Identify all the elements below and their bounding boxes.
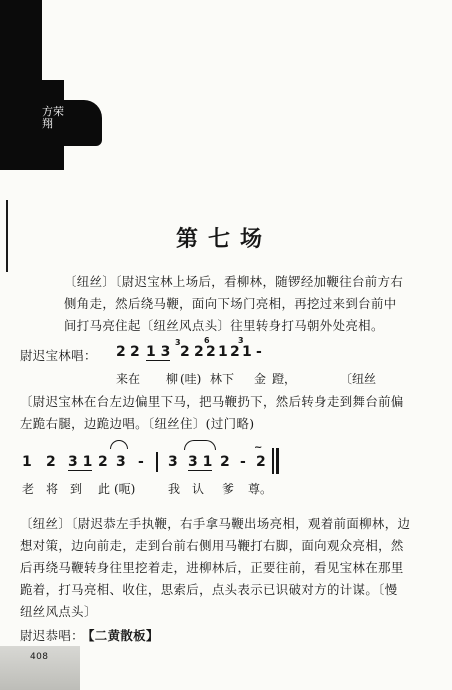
stage-direction-line: 〔纽丝〕〔尉迟恭左手执鞭，右手拿马鞭出场亮相，观着前面柳林，边 <box>20 516 411 531</box>
lyric: 〔纽丝 <box>340 372 377 386</box>
lyric: 尊。 <box>248 482 273 496</box>
stage-direction-line: 后再绕马鞭转身往里挖着走，进柳林后，正要往前，看见宝林在那里 <box>20 560 404 575</box>
notation-note: 2 <box>194 344 204 360</box>
notation-note: 2 <box>180 344 190 360</box>
lyric: 金 <box>254 372 267 386</box>
notation-note: 2 <box>116 344 126 360</box>
slur-icon <box>184 440 216 450</box>
notation-note-underlined: 3 1 <box>68 454 93 470</box>
notation-note-underlined: 1 3 <box>146 344 171 360</box>
speaker-label: 尉迟宝林唱： <box>20 348 97 363</box>
notation-note: 2 <box>98 454 108 470</box>
notation-note: 1 <box>218 344 228 360</box>
notation-note: 2 <box>130 344 140 360</box>
notation-note: - <box>256 344 262 360</box>
final-bar-line-thick <box>276 448 279 474</box>
speaker-label: 尉迟恭唱： <box>20 628 84 643</box>
scene-title: 第七场 <box>176 226 273 252</box>
grace-note: 3 <box>238 336 244 345</box>
trill-icon: ~ <box>254 442 263 453</box>
notation-note: 2 <box>256 454 266 470</box>
grace-note: 3 <box>175 338 181 347</box>
side-tab <box>42 80 100 170</box>
notation-note: 2 <box>220 454 230 470</box>
side-tab-ribbon <box>64 100 102 146</box>
lyric: 爹 <box>222 482 235 496</box>
lyric: (哇) <box>180 372 202 386</box>
lyric: 蹬， <box>272 372 297 386</box>
stage-direction-line: 〔尉迟宝林在台左边偏里下马，把马鞭扔下，然后转身走到舞台前偏 <box>20 394 404 409</box>
lyric: (呃) <box>114 482 136 496</box>
lyric: 我 <box>168 482 181 496</box>
side-band <box>0 0 24 170</box>
notation-note: 2 <box>46 454 56 470</box>
fermata-icon <box>110 440 128 449</box>
lyric: 到 <box>70 482 83 496</box>
stage-direction-line: 间打马亮住起〔纽丝风点头〕往里转身打马朝外处亮相。 <box>64 318 384 333</box>
stage-direction-line: 想对策，边向前走，走到台前右侧用马鞭打右脚，面向观众亮相，然 <box>20 538 404 553</box>
notation-note: 3 <box>116 454 126 470</box>
page-number: 408 <box>30 652 49 662</box>
lyric: 林下 <box>210 372 235 386</box>
lyric: 来在 <box>116 372 141 386</box>
lyric: 老 <box>22 482 35 496</box>
final-bar-line <box>272 448 274 474</box>
lyric: 将 <box>46 482 59 496</box>
notation-note: 1 <box>242 344 252 360</box>
lyric: 此 <box>98 482 111 496</box>
notation-note-underlined: 3 1 <box>188 454 213 470</box>
bar-line <box>156 452 158 472</box>
lyric: 柳 <box>166 372 179 386</box>
side-band-notch <box>24 0 42 80</box>
notation-note: - <box>138 454 144 470</box>
stage-direction-line: 跪着，打马亮相、收住，思索后，点头表示已识破对方的计谋。〔慢 <box>20 582 398 597</box>
notation-note: - <box>240 454 246 470</box>
banzi-label: 【二黄散板】 <box>82 628 159 643</box>
stage-direction-line: 侧角走，然后绕马鞭，面向下场门亮相，再挖过来到台前中 <box>64 296 397 311</box>
notation-note: 1 <box>22 454 32 470</box>
stage-direction-line: 〔纽丝〕〔尉迟宝林上场后，看柳林，随锣经加鞭往台前方右 <box>64 274 404 289</box>
lyric: 认 <box>192 482 205 496</box>
notation-note: 2 <box>230 344 240 360</box>
notation-note: 3 <box>168 454 178 470</box>
margin-stroke <box>6 200 8 272</box>
grace-note: 6 <box>204 336 210 345</box>
notation-note: 2 <box>206 344 216 360</box>
stage-direction-line: 纽丝风点头〕 <box>20 604 97 619</box>
stage-direction-line: 左跪右腿，边跪边唱。〔纽丝住〕(过门略) <box>20 416 255 431</box>
side-tab-label: 方荣翔 <box>42 105 64 130</box>
